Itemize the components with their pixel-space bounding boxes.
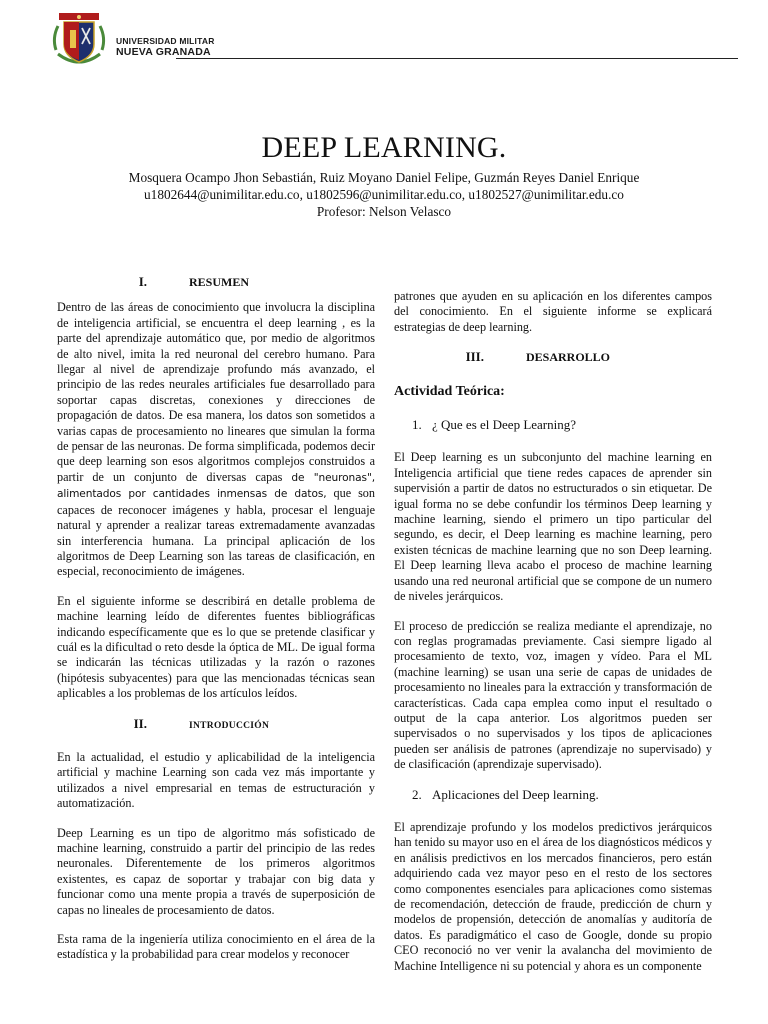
paragraph: El aprendizaje profundo y los modelos predictivos jerárquicos han tenido su mayor uso en el área de los diagnósticos médicos y en análisis predictivos en los mercados financieros, pero están adquiriendo cada vez mayor peso en el resto de los sectores como componentes esenciales para aplicaciones como sistemas de recomendación, detección de fraude, predicción de churn y modelos de propensión, detección de anomalías y auditoría de datos. Es paradigmático el caso de Google, donde su propio CEO reconoció no ver venir la avalancha del movimiento de Machine Intelligence ni su potencial y ahora es un componente xyxy=(394,819,712,973)
paragraph: Esta rama de la ingeniería utiliza conocimiento en el área de la estadística y la probabilidad para crear modelos y reconocer xyxy=(57,932,375,962)
section-number: II. xyxy=(133,715,147,731)
paragraph: En la actualidad, el estudio y aplicabilidad de la inteligencia artificial y machine Learning son cada vez más importante y utilizados a nivel empresarial en temas de estructuración y automatización. xyxy=(57,749,375,811)
section-title: DESARROLLO xyxy=(526,350,611,365)
paragraph: Deep Learning es un tipo de algoritmo más sofisticado de machine learning, construido a partir del principio de las redes neuronales. Diferentemente de los primeros algoritmos existentes, es capaz de soportar y trabajar con big data y funcionar como una mente propia a través de superposición de capas no lineales de procesamiento de datos. xyxy=(57,825,375,917)
paragraph xyxy=(57,300,375,579)
list-number: 2. xyxy=(412,786,422,802)
list-number: 1. xyxy=(412,417,422,433)
university-line1: UNIVERSIDAD MILITAR xyxy=(116,36,215,46)
author-emails: u1802644@unimilitar.edu.co, u1802596@unimilitar.edu.co, u1802527@unimilitar.edu.co xyxy=(144,187,624,202)
professor-line: Profesor: Nelson Velasco xyxy=(316,204,452,219)
section-title: INTRODUCCIÓN xyxy=(189,720,270,731)
list-item xyxy=(394,787,712,802)
section-number: III. xyxy=(465,349,484,365)
section-heading-introduccion xyxy=(57,716,375,734)
header-rule xyxy=(176,58,738,59)
paragraph: patrones que ayuden en su aplicación en los diferentes campos del conocimiento. En el siguiente informe se explicará estrategias de deep learning. xyxy=(394,289,712,334)
list-text: ¿ Que es el Deep Learning? xyxy=(432,417,577,433)
university-name xyxy=(116,36,215,58)
university-seal-icon xyxy=(48,10,110,72)
author-block xyxy=(0,169,768,220)
paragraph-text: de "neuronas", alimentados por cantidades inmensas de datos, xyxy=(57,471,375,501)
paper-title: DEEP LEARNING. xyxy=(261,131,507,164)
section-heading-resumen xyxy=(57,274,375,290)
section-heading-desarrollo xyxy=(394,349,712,365)
paragraph: El proceso de predicción se realiza mediante el aprendizaje, no con reglas programadas previamente. Casi siempre ligado al procesamiento de texto, voz, imagen y vídeo. Para el ML (machine learning) se usan una serie de capas de unidades de procesamiento no lineales para la extracción y transformación de características. Cada capa emplea como input el resultado o output de la capa anterior. Los algoritmos pueden ser supervisados o no supervisados y los tipos de aplicaciones pueden ser análisis de patrones (aprendizaje no supervisado) y de clasificación (aprendizaje supervisado). xyxy=(394,618,712,772)
page-header xyxy=(48,10,692,70)
left-column xyxy=(57,274,375,977)
subheading: Actividad Teórica: xyxy=(394,383,505,399)
paragraph-text: que son capaces de reconocer imágenes y habla, procesar el lenguaje natural y aprender a realizar tareas extremadamente avanzadas sin interferencia humana. La principal aplicación de los algoritmos de Deep Learning son las tareas de clasificación, en especial, reconocimiento de imágenes. xyxy=(57,486,375,579)
paragraph: En el siguiente informe se describirá en detalle problema de machine learning leído de diferentes fuentes bibliográficas indicando específicamente que es lo que se pretende clasificar y cuál es la dificultad o reto desde la óptica de ML. De igual forma se indicarán las técnicas utilizadas y la razón o razones (hipótesis subyacentes) para que las mencionadas técnicas sean aplicables a los problemas de los artículos leídos. xyxy=(57,593,375,701)
section-number: I. xyxy=(138,274,147,289)
list-text: Aplicaciones del Deep learning. xyxy=(432,786,599,802)
right-column xyxy=(394,289,712,988)
list-item xyxy=(394,417,712,432)
section-title: RESUMEN xyxy=(189,275,250,289)
paragraph: El Deep learning es un subconjunto del machine learning en Inteligencia artificial que tiene redes capaces de aprender sin supervisión a partir de datos no estructurados o sin etiquetar. De igual forma no se debe confundir los términos Deep learning y machine learning, siendo el primero un tipo particular del segundo, es decir, el Deep learning es machine learning, pero existen técnicas de machine learning que no son Deep learning. El Deep learning lleva acabo el proceso de machine learning usando una red neuronal artificial que se compone de un numero de niveles jerárquicos. xyxy=(394,450,712,604)
author-names: Mosquera Ocampo Jhon Sebastián, Ruiz Moyano Daniel Felipe, Guzmán Reyes Daniel Enrique xyxy=(128,170,640,185)
university-line2: NUEVA GRANADA xyxy=(116,46,211,58)
paragraph-text: Dentro de las áreas de conocimiento que involucra la disciplina de inteligencia artificial, se encuentra el deep learning , es la parte del aprendizaje automático que, por medio de algoritmos de alto nivel, imita la red neuronal del cerebro humano. Para llegar al nivel de aprendizaje profundo más avanzado, el principio de las redes neurales artificiales fue desarrollado para soportar capas discretas, conexiones y direcciones de propagación de datos. De esa manera, los datos son sometidos a varias capas de procesamiento no lineares que simulan la forma de pensar de las neuronas. De forma simplificada, podemos decir que deep learning son esos algoritmos complejos construidos a partir de un conjunto de diversas capas xyxy=(57,300,375,484)
